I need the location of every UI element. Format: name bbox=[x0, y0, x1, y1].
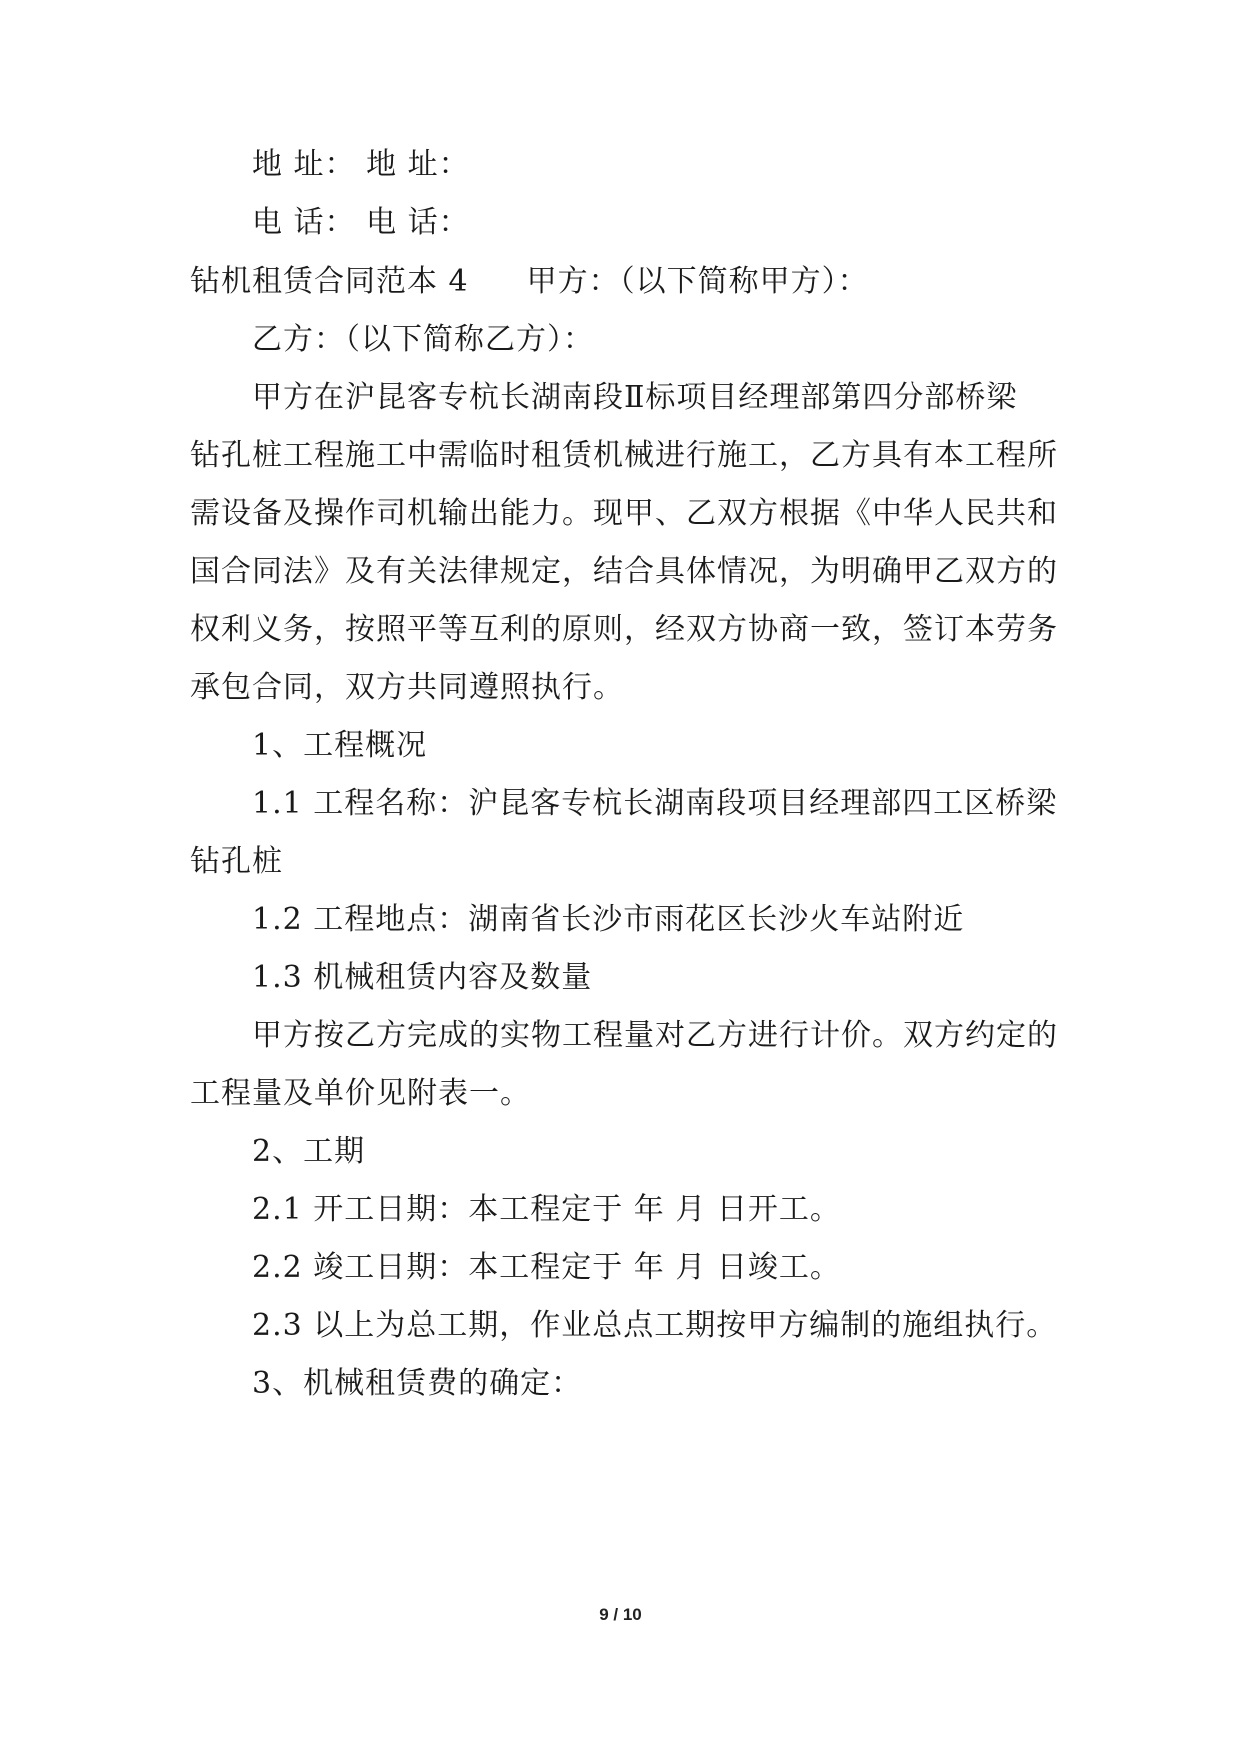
paragraph-line: 国合同法》及有关法律规定，结合具体情况，为明确甲乙双方的 bbox=[190, 554, 1058, 589]
clause-line: 1.3 机械租赁内容及数量 bbox=[252, 960, 593, 995]
contract-title-line bbox=[190, 262, 869, 302]
phone-line: 电 话： 电 话： bbox=[252, 205, 470, 240]
paragraph-line: 权利义务，按照平等互利的原则，经双方协商一致，签订本劳务 bbox=[190, 612, 1058, 647]
section-heading: 3、机械租赁费的确定： bbox=[252, 1366, 583, 1401]
party-b-line: 乙方：（以下简称乙方）： bbox=[252, 322, 594, 357]
section-heading: 1、工程概况 bbox=[252, 728, 428, 763]
clause-line: 2.3 以上为总工期，作业总点工期按甲方编制的施组执行。 bbox=[252, 1308, 1058, 1343]
clause-line: 2.2 竣工日期：本工程定于 年 月 日竣工。 bbox=[252, 1250, 841, 1285]
party-a-label: 甲方：（以下简称甲方）： bbox=[526, 264, 869, 299]
clause-line: 2.1 开工日期：本工程定于 年 月 日开工。 bbox=[252, 1192, 841, 1227]
paragraph-line: 钻孔桩工程施工中需临时租赁机械进行施工，乙方具有本工程所 bbox=[190, 438, 1058, 473]
page-number: 9 / 10 bbox=[599, 1605, 642, 1624]
clause-line: 1.1 工程名称：沪昆客专杭长湖南段项目经理部四工区桥梁 bbox=[252, 786, 1058, 821]
clause-line: 1.2 工程地点：湖南省长沙市雨花区长沙火车站附近 bbox=[252, 902, 965, 937]
paragraph-line: 工程量及单价见附表一。 bbox=[190, 1076, 531, 1111]
clause-line: 钻孔桩 bbox=[190, 844, 283, 879]
paragraph-line: 甲方在沪昆客专杭长湖南段Ⅱ标项目经理部第四分部桥梁 bbox=[252, 380, 1018, 415]
contract-title: 钻机租赁合同范本 4 bbox=[190, 264, 469, 299]
paragraph-line: 承包合同，双方共同遵照执行。 bbox=[190, 670, 624, 705]
paragraph-line: 甲方按乙方完成的实物工程量对乙方进行计价。双方约定的 bbox=[252, 1018, 1058, 1053]
section-heading: 2、工期 bbox=[252, 1134, 366, 1169]
paragraph-line: 需设备及操作司机输出能力。现甲、乙双方根据《中华人民共和 bbox=[190, 496, 1058, 531]
address-line: 地 址： 地 址： bbox=[252, 147, 470, 182]
